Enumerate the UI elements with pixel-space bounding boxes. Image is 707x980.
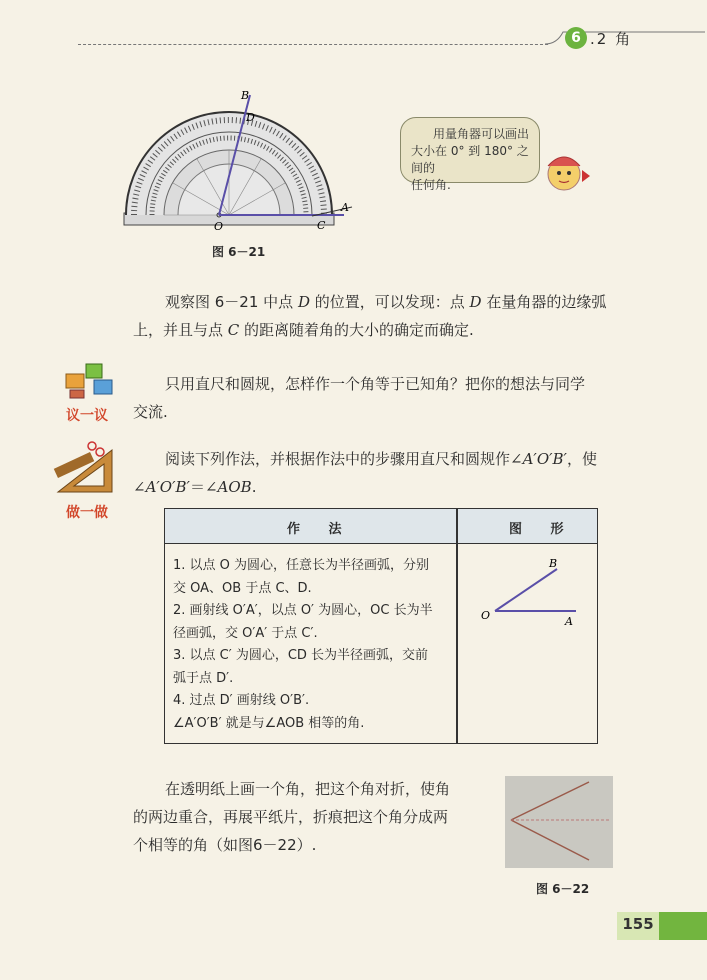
table-label-A: A bbox=[565, 615, 573, 628]
table-column-divider bbox=[456, 509, 458, 743]
practice-angle-1: ∠A′O′B′ bbox=[510, 450, 567, 468]
practice-badge: 做一做 bbox=[66, 505, 108, 521]
practice-angle-aob: ∠AOB bbox=[204, 478, 252, 496]
step-line: 交 OA、OB 于点 C、D. bbox=[173, 580, 312, 596]
cartoon-face-icon bbox=[538, 140, 598, 200]
label-A: A bbox=[341, 201, 349, 214]
label-D: D bbox=[246, 111, 255, 124]
paragraph-3-line-3: 个相等的角（如图6－22）. bbox=[133, 836, 317, 854]
step-line: ∠A′O′B′ 就是与∠AOB 相等的角. bbox=[173, 715, 365, 731]
figure-6-21-caption: 图 6－21 bbox=[212, 245, 266, 259]
table-header-method: 作 法 bbox=[287, 522, 354, 537]
paragraph-1-line-1 bbox=[165, 288, 606, 316]
p1-var-c: C bbox=[227, 321, 240, 339]
practice-line-2 bbox=[133, 473, 256, 501]
discuss-line-2: 交流. bbox=[133, 403, 168, 421]
practice-text-a: 阅读下列作法，并根据作法中的步骤用直尺和圆规作 bbox=[165, 450, 511, 468]
practice-line-1 bbox=[165, 445, 597, 473]
practice-period: . bbox=[251, 478, 257, 496]
speech-bubble bbox=[400, 117, 540, 192]
practice-text-c: ，使 bbox=[566, 450, 597, 468]
p1-text-e: 在量角器的边缘弧 bbox=[481, 293, 607, 311]
p1-text-f: 上，并且与点 bbox=[133, 321, 228, 339]
angle-aob-figure bbox=[481, 553, 591, 633]
step-line: 弧于点 D′. bbox=[173, 670, 234, 686]
table-header-figure: 图 形 bbox=[509, 522, 576, 537]
label-O: O bbox=[214, 220, 224, 233]
discuss-badge: 议一议 bbox=[66, 408, 108, 424]
step-line: 3. 以点 C′ 为圆心，CD 长为半径画弧，交前 bbox=[173, 648, 429, 663]
label-C: C bbox=[317, 219, 326, 232]
construction-steps bbox=[173, 555, 453, 735]
bubble-line-1: 用量角器可以画出 bbox=[433, 127, 530, 141]
p1-var-d1: D bbox=[297, 293, 310, 311]
folded-angle-drawing bbox=[505, 776, 613, 868]
table-label-B: B bbox=[549, 557, 558, 570]
folded-paper-photo bbox=[505, 776, 613, 868]
label-B: B bbox=[241, 89, 250, 102]
paragraph-3-line-2: 的两边重合，再展平纸片，折痕把这个角分成两 bbox=[133, 808, 449, 826]
practice-angle-2: ∠A′O′B′ bbox=[133, 478, 190, 496]
step-line: 2. 画射线 O′A′，以点 O′ 为圆心，OC 长为半 bbox=[173, 603, 433, 618]
section-number-badge: 6 bbox=[565, 27, 587, 49]
header-divider bbox=[78, 44, 548, 45]
discuss-line-1: 只用直尺和圆规，怎样作一个角等于已知角？把你的想法与同学 bbox=[165, 375, 586, 393]
paragraph-1-line-2 bbox=[133, 316, 474, 344]
p1-text-a: 观察图 6－21 中点 bbox=[165, 293, 298, 311]
page-number: 155 bbox=[622, 915, 654, 933]
figure-6-22-caption: 图 6－22 bbox=[536, 882, 590, 896]
p1-text-g: 的距离随着角的大小的确定而确定. bbox=[239, 321, 474, 339]
table-label-O: O bbox=[481, 609, 491, 622]
bubble-line-3: 任何角. bbox=[411, 178, 451, 192]
construction-table bbox=[164, 508, 598, 744]
step-line: 4. 过点 D′ 画射线 O′B′. bbox=[173, 693, 310, 708]
section-title: .2 角 bbox=[590, 30, 633, 48]
discuss-icon bbox=[60, 360, 120, 402]
p1-text-c: 的位置，可以发现：点 bbox=[309, 293, 470, 311]
paragraph-3-line-1: 在透明纸上画一个角，把这个角对折，使角 bbox=[165, 780, 451, 798]
step-line: 1. 以点 O 为圆心，任意长为半径画弧，分别 bbox=[173, 558, 430, 573]
protractor-figure bbox=[112, 85, 362, 235]
p1-var-d2: D bbox=[469, 293, 482, 311]
ruler-scissors-icon bbox=[52, 440, 118, 498]
step-line: 径画弧，交 O′A′ 于点 C′. bbox=[173, 625, 318, 641]
practice-equals: ＝ bbox=[189, 478, 205, 496]
bubble-line-2: 大小在 0° 到 180° 之间的 bbox=[411, 144, 529, 175]
